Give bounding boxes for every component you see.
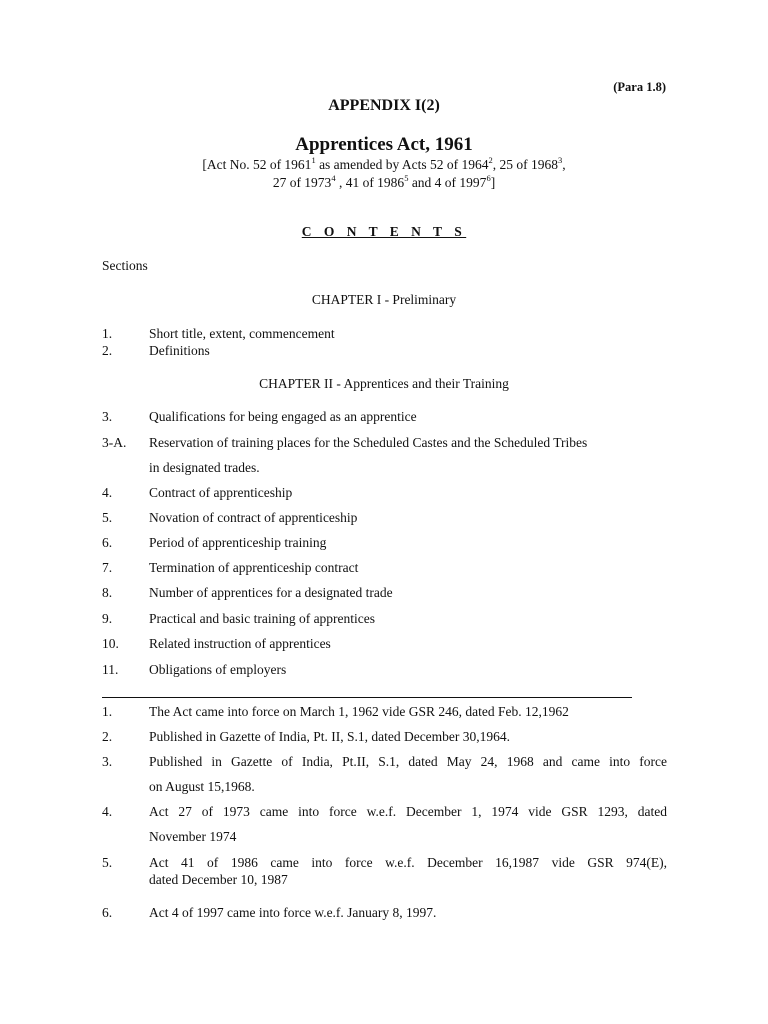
footnote-text: The Act came into force on March 1, 1962 vide GSR 246, dated Feb. 12,1962 — [149, 704, 569, 719]
footnote-line-wrap — [149, 754, 667, 770]
footnote-text: Act 4 of 1997 came into force w.e.f. January 8, 1997. — [149, 905, 437, 920]
footnote-line-wrap — [149, 855, 667, 871]
section-number: 2. — [102, 343, 113, 358]
section-title: Contract of apprenticeship — [149, 485, 293, 500]
section-number: 5. — [102, 510, 113, 525]
section-title: Short title, extent, commencement — [149, 326, 335, 341]
appendix-heading: APPENDIX I(2) — [328, 97, 440, 114]
sections-label: Sections — [102, 258, 148, 273]
footnote-ref: 6 — [486, 173, 491, 183]
act-info-text: , — [562, 157, 566, 172]
footnote-number: 3. — [102, 754, 113, 769]
footnote-ref: 4 — [331, 173, 336, 183]
section-title: Obligations of employers — [149, 662, 287, 677]
section-number: 9. — [102, 611, 113, 626]
section-number: 3. — [102, 409, 113, 424]
footnote-number: 1. — [102, 704, 113, 719]
act-info-text: ] — [490, 175, 496, 190]
section-number: 7. — [102, 560, 113, 575]
para-reference: (Para 1.8) — [613, 80, 666, 94]
section-title: Definitions — [149, 343, 210, 358]
footnote-text: Published in Gazette of India, Pt. II, S.1, dated December 30,1964. — [149, 729, 511, 744]
section-number: 8. — [102, 585, 113, 600]
footnote-number: 4. — [102, 804, 113, 819]
page-title: Apprentices Act, 1961 — [295, 134, 473, 155]
footnote-divider — [102, 697, 632, 698]
act-info-text: 27 of 1973 — [272, 175, 332, 190]
section-title: Related instruction of apprentices — [149, 636, 331, 651]
footnote-text: Published in Gazette of India, Pt.II, S.1, dated May 24, 1968 and came into force — [149, 754, 667, 769]
footnote-ref: 5 — [404, 173, 409, 183]
section-title: Practical and basic training of apprentices — [149, 611, 376, 626]
footnote-line-wrap — [149, 804, 667, 820]
section-title: Termination of apprenticeship contract — [149, 560, 359, 575]
chapter-1-heading: CHAPTER I - Preliminary — [311, 292, 457, 307]
act-info-text: , 41 of 1986 — [335, 175, 405, 190]
footnote-text-continued: November 1974 — [149, 829, 237, 844]
footnote-number: 2. — [102, 729, 113, 744]
section-number: 3-A. — [102, 435, 127, 450]
act-info-text: , 25 of 1968 — [492, 157, 559, 172]
section-title: Period of apprenticeship training — [149, 535, 327, 550]
act-info-text: [Act No. 52 of 1961 — [202, 157, 312, 172]
act-info-line-2 — [0, 175, 768, 191]
section-number: 4. — [102, 485, 113, 500]
section-title: Reservation of training places for the Scheduled Castes and the Scheduled Tribes — [149, 435, 588, 450]
act-info-text: and 4 of 1997 — [408, 175, 487, 190]
section-number: 11. — [102, 662, 119, 677]
contents-heading: C O N T E N T S — [301, 224, 467, 239]
act-info-text: as amended by Acts 52 of 1964 — [315, 157, 489, 172]
section-number: 1. — [102, 326, 113, 341]
section-number: 10. — [102, 636, 119, 651]
footnote-ref: 2 — [488, 155, 493, 165]
footnote-ref: 1 — [311, 155, 316, 165]
footnote-text-continued: on August 15,1968. — [149, 779, 255, 794]
footnote-text: Act 27 of 1973 came into force w.e.f. December 1, 1974 vide GSR 1293, dated — [149, 804, 667, 819]
footnote-ref: 3 — [558, 155, 563, 165]
section-number: 6. — [102, 535, 113, 550]
act-info-line-1 — [0, 157, 768, 173]
footnote-number: 6. — [102, 905, 113, 920]
chapter-2-heading: CHAPTER II - Apprentices and their Training — [259, 376, 509, 391]
footnote-number: 5. — [102, 855, 113, 870]
footnote-text-continued: dated December 10, 1987 — [149, 872, 288, 887]
section-title-continued: in designated trades. — [149, 460, 260, 475]
footnote-text: Act 41 of 1986 came into force w.e.f. December 16,1987 vide GSR 974(E), — [149, 855, 667, 870]
section-title: Qualifications for being engaged as an apprentice — [149, 409, 417, 424]
section-title: Number of apprentices for a designated trade — [149, 585, 393, 600]
section-title: Novation of contract of apprenticeship — [149, 510, 358, 525]
